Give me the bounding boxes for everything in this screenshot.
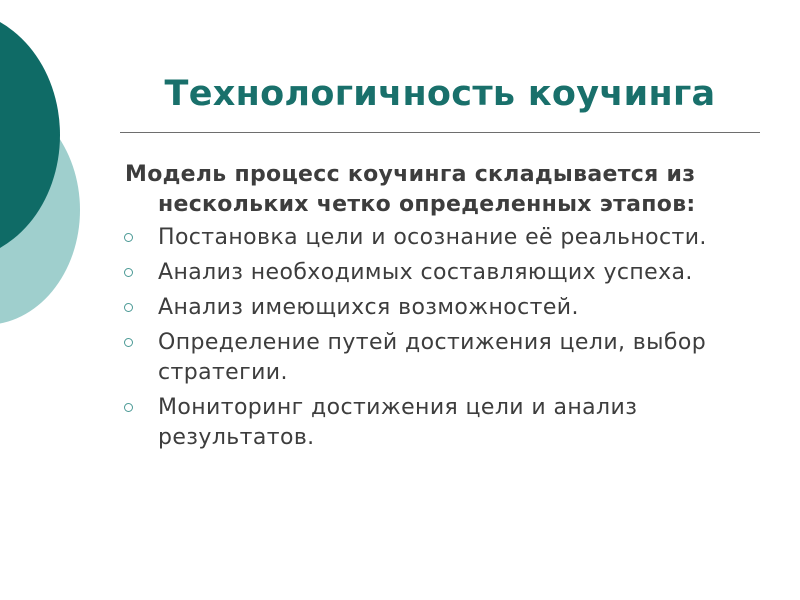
hollow-circle-bullet-icon xyxy=(124,268,133,277)
bullet-text: Анализ необходимых составляющих успеха. xyxy=(158,260,693,285)
list-item xyxy=(115,223,775,253)
list-item xyxy=(115,393,775,453)
slide-title: Технологичность коучинга xyxy=(164,74,716,114)
bullet-list xyxy=(115,223,775,453)
hollow-circle-bullet-icon xyxy=(124,233,133,242)
bullet-text: Постановка цели и осознание её реальности. xyxy=(158,225,707,250)
bullet-text: Анализ имеющихся возможностей. xyxy=(158,295,579,320)
bullet-text: Определение путей достижения цели, выбор стратегии. xyxy=(158,330,707,385)
hollow-circle-bullet-icon xyxy=(124,338,133,347)
list-item xyxy=(115,293,775,323)
title-divider xyxy=(120,132,760,133)
list-item xyxy=(115,328,775,388)
bullet-text: Мониторинг достижения цели и анализ результатов. xyxy=(158,395,638,450)
hollow-circle-bullet-icon xyxy=(124,403,133,412)
hollow-circle-bullet-icon xyxy=(124,303,133,312)
slide-content xyxy=(115,160,775,458)
list-item xyxy=(115,258,775,288)
intro-paragraph: Модель процесс коучинга складывается из нескольких четко определенных этапов: xyxy=(125,162,696,217)
